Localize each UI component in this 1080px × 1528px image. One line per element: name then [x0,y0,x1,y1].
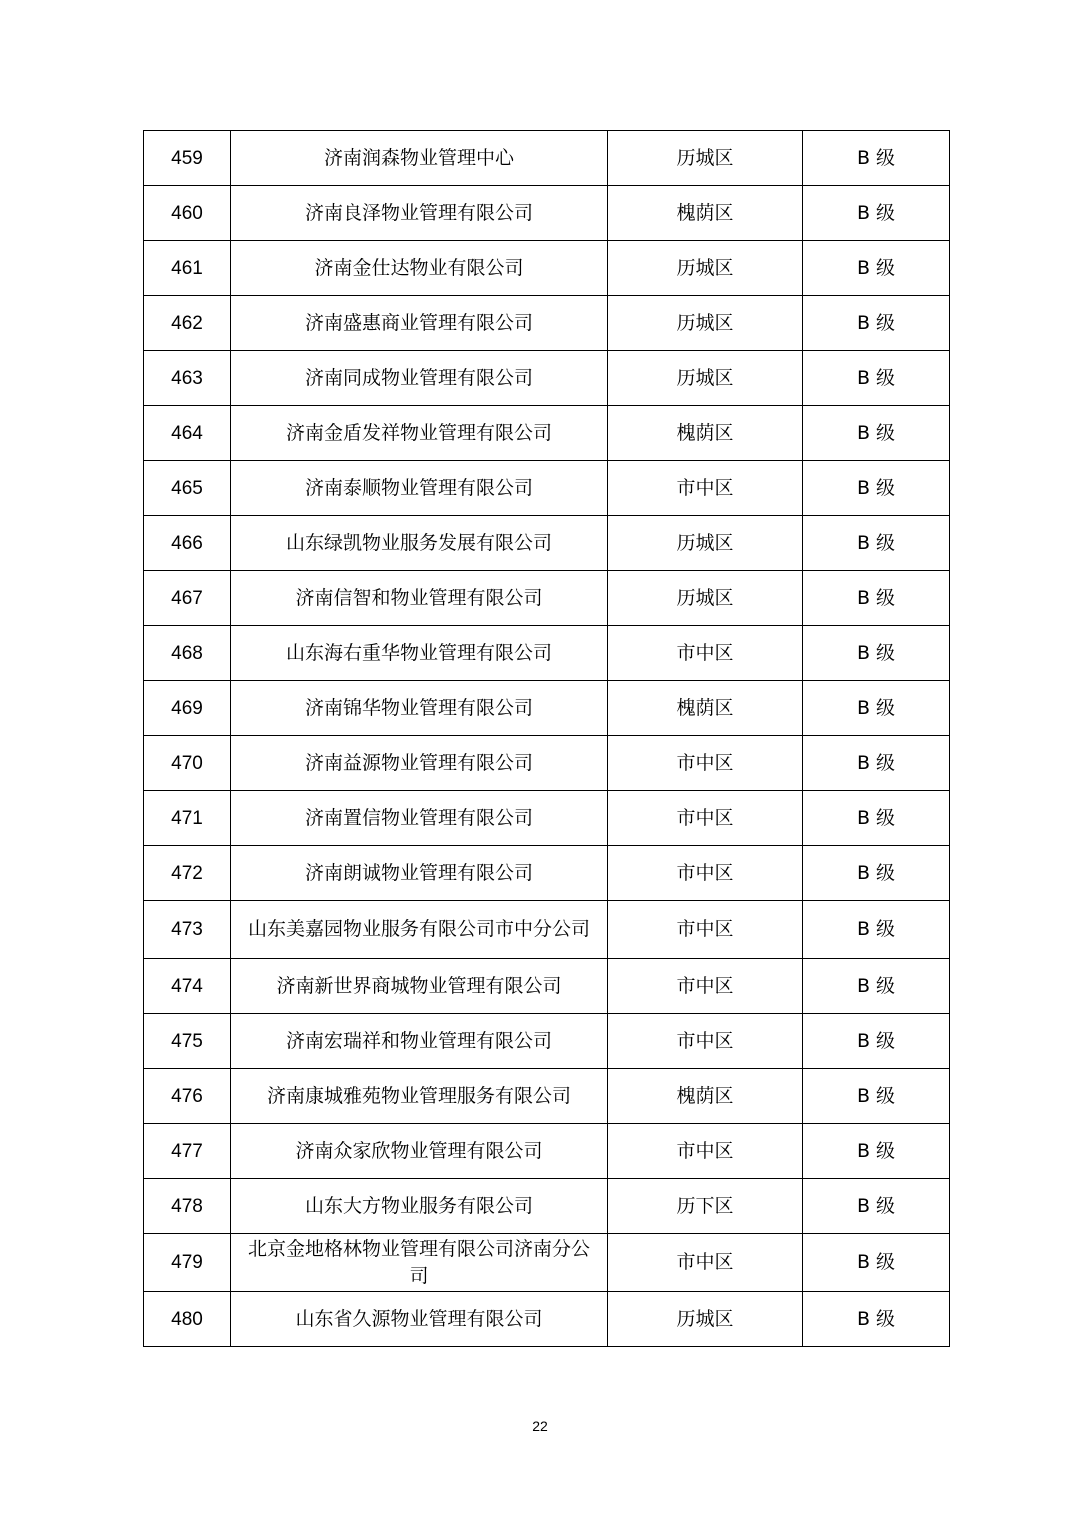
district-cell: 历城区 [608,1292,803,1347]
table-row [144,351,950,406]
row-number-cell: 471 [144,791,231,846]
grade-cell: B 级 [803,791,950,846]
company-name-cell: 济南众家欣物业管理有限公司 [231,1124,608,1179]
district-cell: 历城区 [608,571,803,626]
district-cell: 市中区 [608,626,803,681]
table-row [144,516,950,571]
grade-cell: B 级 [803,516,950,571]
grade-cell: B 级 [803,959,950,1014]
company-name-cell: 山东美嘉园物业服务有限公司市中分公司 [231,901,608,959]
district-cell: 槐荫区 [608,681,803,736]
grade-cell: B 级 [803,681,950,736]
grade-cell: B 级 [803,1292,950,1347]
table-row [144,681,950,736]
company-name-cell: 济南盛惠商业管理有限公司 [231,296,608,351]
district-cell: 历城区 [608,296,803,351]
company-name-cell: 济南新世界商城物业管理有限公司 [231,959,608,1014]
district-cell: 市中区 [608,901,803,959]
company-name-cell: 山东绿凯物业服务发展有限公司 [231,516,608,571]
table-row [144,901,950,959]
company-name-cell: 济南康城雅苑物业管理服务有限公司 [231,1069,608,1124]
row-number-cell: 469 [144,681,231,736]
company-name-cell: 济南同成物业管理有限公司 [231,351,608,406]
row-number-cell: 477 [144,1124,231,1179]
table-row [144,461,950,516]
row-number-cell: 480 [144,1292,231,1347]
table-row [144,1014,950,1069]
row-number-cell: 466 [144,516,231,571]
district-cell: 市中区 [608,1234,803,1292]
company-name-cell: 山东大方物业服务有限公司 [231,1179,608,1234]
district-cell: 市中区 [608,461,803,516]
table-row [144,186,950,241]
company-name-cell: 济南益源物业管理有限公司 [231,736,608,791]
company-name-cell: 济南朗诚物业管理有限公司 [231,846,608,901]
table-row [144,736,950,791]
company-name-cell: 济南良泽物业管理有限公司 [231,186,608,241]
district-cell: 市中区 [608,846,803,901]
district-cell: 槐荫区 [608,186,803,241]
grade-cell: B 级 [803,406,950,461]
table-row [144,131,950,186]
district-cell: 历城区 [608,351,803,406]
table-row [144,1292,950,1347]
grade-cell: B 级 [803,461,950,516]
table-row [144,1124,950,1179]
table-row [144,296,950,351]
grade-cell: B 级 [803,1014,950,1069]
district-cell: 历城区 [608,131,803,186]
row-number-cell: 473 [144,901,231,959]
row-number-cell: 467 [144,571,231,626]
company-name-cell: 济南置信物业管理有限公司 [231,791,608,846]
grade-cell: B 级 [803,1124,950,1179]
grade-cell: B 级 [803,901,950,959]
table-row [144,241,950,296]
company-name-cell: 山东海右重华物业管理有限公司 [231,626,608,681]
district-cell: 市中区 [608,791,803,846]
row-number-cell: 478 [144,1179,231,1234]
grade-cell: B 级 [803,1234,950,1292]
company-name-cell: 济南泰顺物业管理有限公司 [231,461,608,516]
row-number-cell: 479 [144,1234,231,1292]
company-name-cell: 济南信智和物业管理有限公司 [231,571,608,626]
district-cell: 市中区 [608,1014,803,1069]
district-cell: 历城区 [608,241,803,296]
grade-cell: B 级 [803,351,950,406]
table-row [144,791,950,846]
company-name-cell: 济南润森物业管理中心 [231,131,608,186]
table-row [144,1179,950,1234]
grade-cell: B 级 [803,1179,950,1234]
grade-cell: B 级 [803,131,950,186]
page-number: 22 [532,1418,548,1434]
row-number-cell: 462 [144,296,231,351]
row-number-cell: 464 [144,406,231,461]
row-number-cell: 474 [144,959,231,1014]
row-number-cell: 472 [144,846,231,901]
table-row [144,1069,950,1124]
district-cell: 市中区 [608,736,803,791]
company-name-cell: 济南宏瑞祥和物业管理有限公司 [231,1014,608,1069]
grade-cell: B 级 [803,626,950,681]
company-rating-table [143,130,950,1347]
district-cell: 市中区 [608,959,803,1014]
district-cell: 历城区 [608,516,803,571]
row-number-cell: 459 [144,131,231,186]
grade-cell: B 级 [803,571,950,626]
company-name-cell: 济南金盾发祥物业管理有限公司 [231,406,608,461]
district-cell: 市中区 [608,1124,803,1179]
company-name-cell: 山东省久源物业管理有限公司 [231,1292,608,1347]
table-row [144,959,950,1014]
grade-cell: B 级 [803,846,950,901]
company-name-cell: 济南锦华物业管理有限公司 [231,681,608,736]
table-row [144,406,950,461]
company-name-cell: 济南金仕达物业有限公司 [231,241,608,296]
company-name-cell: 北京金地格林物业管理有限公司济南分公司 [231,1234,608,1292]
grade-cell: B 级 [803,241,950,296]
grade-cell: B 级 [803,186,950,241]
row-number-cell: 465 [144,461,231,516]
table-row [144,626,950,681]
district-cell: 槐荫区 [608,1069,803,1124]
row-number-cell: 476 [144,1069,231,1124]
district-cell: 槐荫区 [608,406,803,461]
table-row [144,571,950,626]
row-number-cell: 468 [144,626,231,681]
row-number-cell: 475 [144,1014,231,1069]
grade-cell: B 级 [803,736,950,791]
grade-cell: B 级 [803,1069,950,1124]
table-row [144,846,950,901]
district-cell: 历下区 [608,1179,803,1234]
row-number-cell: 463 [144,351,231,406]
table-row [144,1234,950,1292]
row-number-cell: 461 [144,241,231,296]
row-number-cell: 470 [144,736,231,791]
grade-cell: B 级 [803,296,950,351]
row-number-cell: 460 [144,186,231,241]
table-body [144,131,950,1347]
